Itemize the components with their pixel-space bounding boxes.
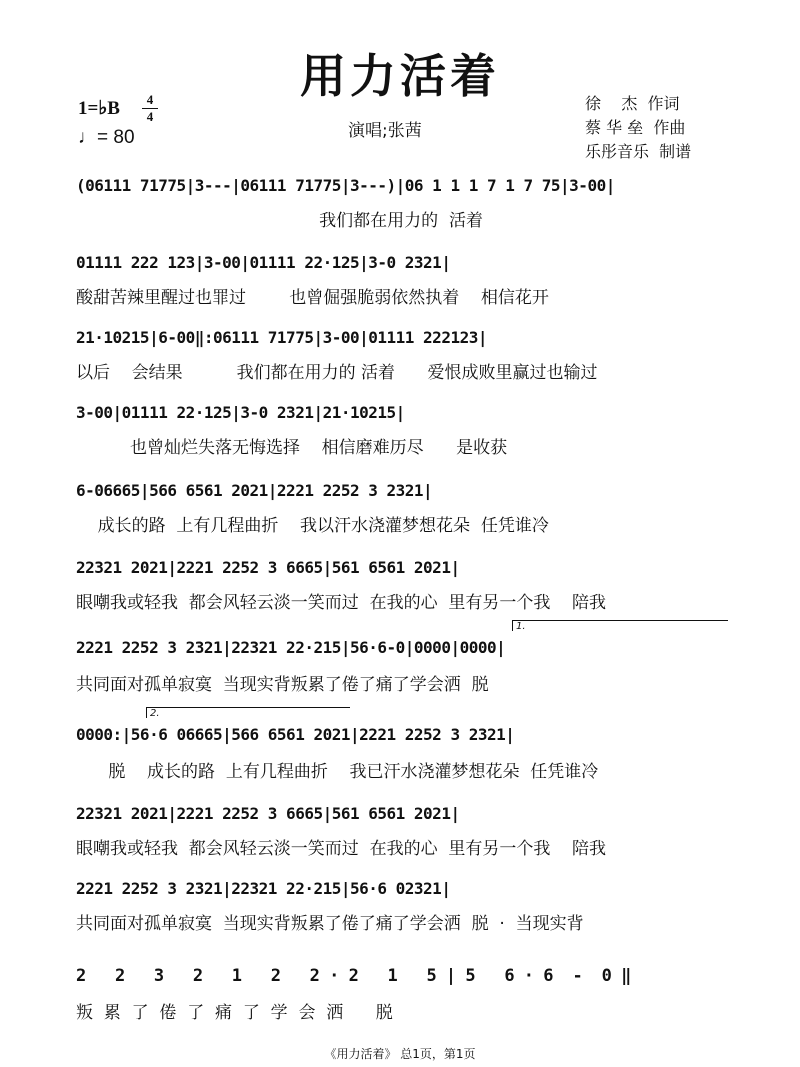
arranger-credit: 乐彤音乐 制谱 <box>585 142 692 161</box>
notation-line: 22321 2021|2221 2252 3 6665|561 6561 2021| <box>76 558 460 577</box>
lyric-line: 以后 会结果 我们都在用力的 活着 爱恨成败里赢过也输过 <box>76 363 598 383</box>
score-row-2 <box>76 247 724 313</box>
score-row-5 <box>76 475 724 541</box>
tempo-marking: ♩= 80 <box>78 127 135 148</box>
score-row-8 <box>76 708 724 783</box>
singer-credit: 演唱;张茜 <box>348 121 422 141</box>
lyric-line: 共同面对孤单寂寞 当现实背叛累了倦了痛了学会洒 脱 <box>76 675 489 695</box>
lyric-line: 叛 累 了 倦 了 痛 了 学 会 洒 脱 <box>76 1003 393 1023</box>
time-signature-top: 4 <box>146 92 154 107</box>
notation-line: 01111 222 123|3-00|01111 22·125|3-0 2321| <box>76 253 451 272</box>
notation-line: 22321 2021|2221 2252 3 6665|561 6561 2021| <box>76 804 460 823</box>
lyric-line: 共同面对孤单寂寞 当现实背叛累了倦了痛了学会洒 脱 · 当现实背 <box>76 914 584 934</box>
lyric-line: 脱 成长的路 上有几程曲折 我已汗水浇灌梦想花朵 任凭谁冷 <box>76 762 599 782</box>
score-row-4 <box>76 397 724 463</box>
notation-line: (06111 71775|3---|06111 71775|3---)|06 1 1 1 7 1 7 75|3-00| <box>76 176 615 195</box>
notation-line: 2221 2252 3 2321|22321 22·215|56·6 02321| <box>76 879 451 898</box>
second-ending-bracket: 2. <box>146 707 350 718</box>
notation-line: 6-06665|566 6561 2021|2221 2252 3 2321| <box>76 481 433 500</box>
score-row-3 <box>76 322 724 388</box>
first-ending-bracket: 1. <box>512 620 728 631</box>
page-footer: 《用力活着》 总1页，第1页 <box>324 1047 476 1061</box>
composer-credit: 蔡 华 垒 作曲 <box>585 118 686 137</box>
notation-line: 2221 2252 3 2321|22321 22·215|56·6-0|0000|0000| <box>76 638 506 657</box>
notation-line: 2 2 3 2 1 2 2 · 2 1 5 | 5 6 · 6 - 0 ‖ <box>76 966 631 986</box>
score-row-11 <box>76 958 724 1028</box>
time-signature-bottom: 4 <box>146 109 154 124</box>
lyric-line: 酸甜苦辣里醒过也罪过 也曾倔强脆弱依然执着 相信花开 <box>76 288 549 308</box>
key-signature: 1=♭B <box>78 98 120 119</box>
lyric-line: 成长的路 上有几程曲折 我以汗水浇灌梦想花朵 任凭谁冷 <box>76 516 549 536</box>
lyric-line: 眼嘲我或轻我 都会风轻云淡一笑而过 在我的心 里有另一个我 陪我 <box>76 839 607 859</box>
score-row-10 <box>76 873 724 939</box>
notation-line: 3-00|01111 22·125|3-0 2321|21·10215| <box>76 403 405 422</box>
time-signature <box>142 93 158 124</box>
notation-line: 21·10215|6-00‖:06111 71775|3-00|01111 222123| <box>76 328 487 347</box>
score-row-1 <box>76 170 724 236</box>
lyric-line: 我们都在用力的 活着 <box>76 211 483 231</box>
notation-line: 0000:|56·6 06665|566 6561 2021|2221 2252 3 2321| <box>76 725 515 744</box>
song-title: 用力活着 <box>300 49 500 103</box>
score-row-7 <box>76 621 724 698</box>
score-row-6 <box>76 552 724 618</box>
lyric-line: 也曾灿烂失落无悔选择 相信磨难历尽 是收获 <box>76 438 508 458</box>
lyricist-credit: 徐 杰 作词 <box>585 94 680 113</box>
lyric-line: 眼嘲我或轻我 都会风轻云淡一笑而过 在我的心 里有另一个我 陪我 <box>76 593 607 613</box>
score-row-9 <box>76 798 724 864</box>
credits-block <box>585 92 691 164</box>
